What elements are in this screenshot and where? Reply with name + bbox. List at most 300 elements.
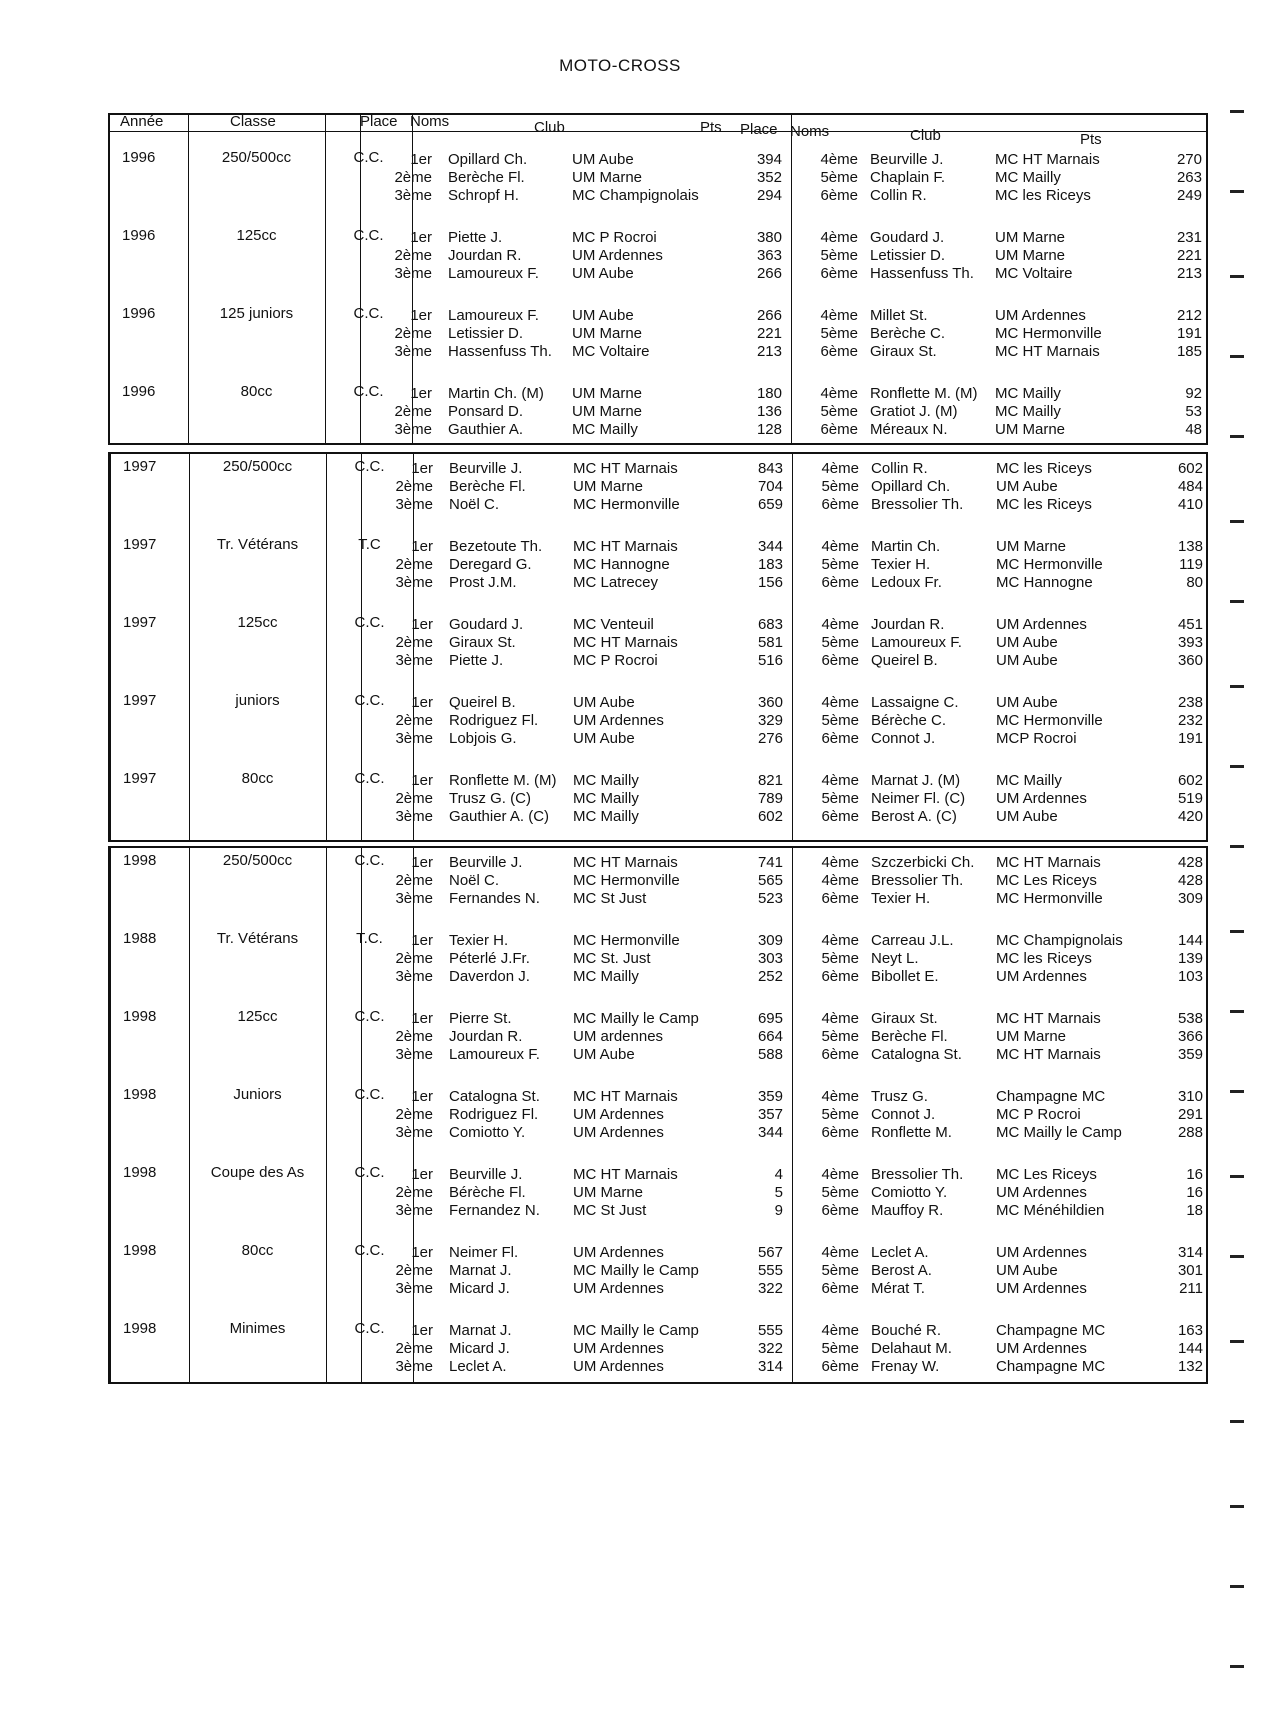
name-cell: Noël C. [449, 872, 500, 889]
points-cell-right: 119 [1179, 556, 1203, 573]
points-cell: 4 [774, 1166, 783, 1183]
table-row [111, 872, 1206, 892]
table-row [111, 616, 1206, 636]
points-cell-right: 92 [1185, 385, 1202, 402]
name-cell-right: Carreau J.L. [871, 932, 954, 949]
table-row [110, 325, 1206, 345]
points-cell-right: 451 [1177, 616, 1203, 633]
name-cell-right: Collin R. [870, 187, 927, 204]
club-cell: MC Mailly le Camp [573, 1010, 699, 1027]
result-block [110, 225, 1206, 291]
club-cell: MC Voltaire [572, 343, 650, 360]
name-cell: Ronflette M. (M) [449, 772, 557, 789]
club-cell: MC Mailly le Camp [573, 1322, 699, 1339]
points-cell: 360 [757, 694, 783, 711]
class-cell: 250/500cc [222, 852, 293, 869]
binder-mark [1230, 110, 1244, 113]
name-cell: Queirel B. [449, 694, 516, 711]
club-cell: UM Marne [573, 478, 644, 495]
place-cell: 3ème [395, 574, 433, 591]
name-cell: Deregard G. [449, 556, 532, 573]
binder-mark [1230, 1175, 1244, 1178]
club-cell-right: UM Aube [996, 652, 1058, 669]
results-table-1998 [108, 846, 1208, 1384]
place-cell-right: 6ème [821, 1358, 859, 1375]
club-cell-right: MC Mailly [995, 385, 1061, 402]
year-cell: 1996 [122, 149, 156, 166]
name-cell: Marnat J. [449, 1262, 512, 1279]
table-row [111, 1280, 1206, 1300]
place-cell-right: 6ème [820, 265, 858, 282]
place-cell-right: 5ème [821, 634, 859, 651]
place-cell-right: 6ème [821, 496, 859, 513]
place-cell-right: 6ème [821, 890, 859, 907]
points-cell: 363 [756, 247, 782, 264]
class-cell: Coupe des As [210, 1164, 305, 1181]
type-cell: C.C. [353, 305, 384, 322]
name-cell-right: Connot J. [871, 730, 936, 747]
place-cell: 3ème [395, 652, 433, 669]
points-cell: 322 [757, 1340, 783, 1357]
name-cell: Jourdan R. [449, 1028, 523, 1045]
binder-mark [1230, 685, 1244, 688]
place-cell-right: 5ème [821, 556, 859, 573]
name-cell: Beurville J. [449, 1166, 523, 1183]
points-cell: 314 [757, 1358, 783, 1375]
name-cell: Schropf H. [448, 187, 519, 204]
place-cell-right: 4ème [821, 460, 859, 477]
results-table-1997 [108, 452, 1208, 842]
club-cell-right: MC Mailly [996, 772, 1062, 789]
name-cell: Beurville J. [449, 460, 523, 477]
club-cell-right: MC HT Marnais [996, 1046, 1101, 1063]
name-cell-right: Marnat J. (M) [871, 772, 961, 789]
table-row [111, 1184, 1206, 1204]
table-row [111, 808, 1206, 828]
club-cell: UM Aube [572, 265, 634, 282]
name-cell-right: Queirel B. [871, 652, 938, 669]
points-cell: 309 [757, 932, 783, 949]
name-cell-right: Bibollet E. [871, 968, 939, 985]
points-cell-right: 16 [1186, 1184, 1203, 1201]
name-cell: Péterlé J.Fr. [449, 950, 530, 967]
place-cell: 3ème [395, 1124, 433, 1141]
class-cell: 80cc [241, 770, 274, 787]
table-row [110, 421, 1206, 441]
table-row [110, 169, 1206, 189]
place-cell-right: 5ème [821, 478, 859, 495]
club-cell: UM Marne [572, 325, 643, 342]
club-cell: MC Hermonville [573, 872, 680, 889]
table-row [110, 307, 1206, 327]
club-cell: MC P Rocroi [573, 652, 658, 669]
place-cell: 1er [410, 229, 432, 246]
name-cell: Prost J.M. [449, 574, 517, 591]
class-cell: 125cc [236, 227, 277, 244]
points-cell-right: 132 [1177, 1358, 1203, 1375]
binder-mark [1230, 1585, 1244, 1588]
place-cell-right: 6ème [821, 730, 859, 747]
club-cell: MC HT Marnais [573, 634, 678, 651]
year-cell: 1997 [123, 692, 157, 709]
place-cell: 1er [411, 1166, 433, 1183]
points-cell-right: 221 [1176, 247, 1202, 264]
club-cell-right: UM Ardennes [996, 1184, 1087, 1201]
points-cell: 523 [757, 890, 783, 907]
table-row [111, 1166, 1206, 1186]
place-cell: 1er [411, 616, 433, 633]
type-cell: C.C. [353, 383, 384, 400]
name-cell: Trusz G. (C) [449, 790, 531, 807]
points-cell: 213 [756, 343, 782, 360]
table-row [111, 574, 1206, 594]
club-cell-right: MC Hermonville [995, 325, 1102, 342]
place-cell: 1er [411, 694, 433, 711]
name-cell-right: Texier H. [871, 556, 931, 573]
points-cell-right: 249 [1176, 187, 1202, 204]
club-cell: UM Marne [573, 1184, 644, 1201]
place-cell: 1er [410, 307, 432, 324]
points-cell: 276 [757, 730, 783, 747]
club-cell-right: UM Marne [996, 538, 1067, 555]
place-cell: 1er [411, 932, 433, 949]
result-block [111, 1006, 1206, 1072]
table-row [111, 556, 1206, 576]
name-cell: Lamoureux F. [448, 307, 539, 324]
year-cell: 1996 [122, 227, 156, 244]
name-cell: Giraux St. [449, 634, 516, 651]
place-cell-right: 4ème [821, 1244, 859, 1261]
place-cell-right: 5ème [821, 790, 859, 807]
binder-mark [1230, 1420, 1244, 1423]
points-cell-right: 301 [1177, 1262, 1203, 1279]
points-cell: 664 [757, 1028, 783, 1045]
place-cell: 1er [411, 1010, 433, 1027]
place-cell: 1er [411, 1244, 433, 1261]
name-cell-right: Lassaigne C. [871, 694, 959, 711]
points-cell: 581 [757, 634, 783, 651]
points-cell-right: 309 [1177, 890, 1203, 907]
name-cell: Berèche Fl. [449, 478, 526, 495]
name-cell-right: Berèche Fl. [871, 1028, 948, 1045]
name-cell-right: Mérat T. [871, 1280, 925, 1297]
place-cell-right: 6ème [821, 1046, 859, 1063]
points-cell-right: 359 [1177, 1046, 1203, 1063]
place-cell-right: 5ème [821, 1262, 859, 1279]
place-cell-right: 4ème [821, 694, 859, 711]
name-cell-right: Catalogna St. [871, 1046, 962, 1063]
club-cell-right: Champagne MC [996, 1322, 1106, 1339]
club-cell-right: UM Ardennes [995, 307, 1086, 324]
points-cell-right: 519 [1177, 790, 1203, 807]
name-cell: Piette J. [449, 652, 504, 669]
name-cell-right: Giraux St. [870, 343, 937, 360]
result-block [111, 456, 1206, 522]
club-cell-right: UM Ardennes [996, 616, 1087, 633]
points-cell-right: 191 [1176, 325, 1202, 342]
header-annee: Année [120, 113, 164, 130]
class-cell: 125cc [237, 1008, 278, 1025]
points-cell: 322 [757, 1280, 783, 1297]
header-pts: Pts [700, 119, 722, 136]
year-cell: 1997 [123, 458, 157, 475]
binder-mark [1230, 930, 1244, 933]
points-cell: 252 [757, 968, 783, 985]
points-cell-right: 263 [1176, 169, 1202, 186]
table-row [110, 229, 1206, 249]
table-row [111, 634, 1206, 654]
name-cell-right: Neyt L. [871, 950, 919, 967]
year-cell: 1997 [123, 536, 157, 553]
points-cell: 183 [757, 556, 783, 573]
club-cell-right: MC HT Marnais [996, 854, 1101, 871]
year-cell: 1998 [123, 1242, 157, 1259]
club-cell: MC Mailly [573, 790, 639, 807]
name-cell-right: Beurville J. [870, 151, 944, 168]
place-cell: 3ème [395, 496, 433, 513]
points-cell-right: 288 [1177, 1124, 1203, 1141]
place-cell-right: 6ème [821, 808, 859, 825]
club-cell: MC Mailly [573, 968, 639, 985]
table-row [111, 730, 1206, 750]
binder-mark [1230, 520, 1244, 523]
club-cell-right: MC Ménéhildien [996, 1202, 1105, 1219]
header-classe: Classe [230, 113, 276, 130]
name-cell: Hassenfuss Th. [448, 343, 552, 360]
place-cell: 2ème [394, 325, 432, 342]
binder-mark [1230, 765, 1244, 768]
points-cell-right: 310 [1177, 1088, 1203, 1105]
place-cell-right: 4ème [821, 872, 859, 889]
place-cell: 2ème [395, 950, 433, 967]
place-cell: 3ème [395, 968, 433, 985]
club-cell-right: UM Aube [996, 808, 1058, 825]
points-cell: 704 [757, 478, 783, 495]
binder-mark [1230, 1505, 1244, 1508]
header-place-right: Place [740, 121, 778, 138]
place-cell-right: 4ème [821, 1010, 859, 1027]
points-cell-right: 366 [1177, 1028, 1203, 1045]
club-cell-right: MC Hermonville [996, 712, 1103, 729]
result-block [111, 850, 1206, 916]
year-cell: 1998 [123, 1008, 157, 1025]
type-cell: C.C. [354, 1086, 385, 1103]
club-cell: MC Mailly [572, 421, 638, 438]
name-cell-right: Texier H. [871, 890, 931, 907]
club-cell: UM Ardennes [572, 247, 663, 264]
table-row [111, 1124, 1206, 1144]
points-cell-right: 213 [1176, 265, 1202, 282]
place-cell-right: 6ème [821, 968, 859, 985]
place-cell: 2ème [394, 403, 432, 420]
class-cell: 250/500cc [222, 458, 293, 475]
place-cell-right: 5ème [821, 1028, 859, 1045]
points-cell: 266 [756, 265, 782, 282]
binder-mark [1230, 1665, 1244, 1668]
result-block [111, 690, 1206, 756]
name-cell-right: Bérèche C. [871, 712, 947, 729]
place-cell-right: 6ème [820, 187, 858, 204]
name-cell: Rodriguez Fl. [449, 712, 539, 729]
table-row [110, 343, 1206, 363]
club-cell-right: UM Marne [995, 421, 1066, 438]
name-cell: Micard J. [449, 1340, 510, 1357]
year-cell: 1997 [123, 770, 157, 787]
club-cell-right: MC les Riceys [996, 950, 1092, 967]
name-cell: Comiotto Y. [449, 1124, 526, 1141]
club-cell-right: UM Ardennes [996, 1280, 1087, 1297]
points-cell: 352 [756, 169, 782, 186]
name-cell: Pierre St. [449, 1010, 512, 1027]
place-cell-right: 5ème [821, 1106, 859, 1123]
type-cell: T.C. [356, 930, 383, 947]
name-cell: Texier H. [449, 932, 509, 949]
binder-mark [1230, 355, 1244, 358]
place-cell-right: 6ème [821, 1124, 859, 1141]
points-cell: 329 [757, 712, 783, 729]
name-cell: Bérèche Fl. [449, 1184, 526, 1201]
club-cell: UM ardennes [573, 1028, 664, 1045]
binder-mark [1230, 435, 1244, 438]
place-cell-right: 4ème [821, 854, 859, 871]
table-row [111, 1106, 1206, 1126]
place-cell-right: 4ème [821, 1166, 859, 1183]
points-cell: 9 [774, 1202, 783, 1219]
club-cell: MC St Just [573, 1202, 647, 1219]
place-cell-right: 5ème [821, 1184, 859, 1201]
points-cell-right: 48 [1185, 421, 1202, 438]
table-row [111, 652, 1206, 672]
points-cell: 128 [756, 421, 782, 438]
type-cell: C.C. [353, 149, 384, 166]
name-cell-right: Millet St. [870, 307, 928, 324]
binder-mark [1230, 1090, 1244, 1093]
points-cell-right: 291 [1177, 1106, 1203, 1123]
points-cell-right: 185 [1176, 343, 1202, 360]
place-cell: 3ème [395, 730, 433, 747]
place-cell-right: 6ème [821, 1280, 859, 1297]
table-row [111, 1358, 1206, 1378]
place-cell: 2ème [395, 1184, 433, 1201]
club-cell: MC Latrecey [573, 574, 659, 591]
header-club-right: Club [910, 127, 941, 144]
place-cell: 2ème [395, 1340, 433, 1357]
points-cell-right: 428 [1177, 854, 1203, 871]
name-cell: Leclet A. [449, 1358, 507, 1375]
place-cell-right: 4ème [821, 616, 859, 633]
club-cell-right: UM Aube [996, 634, 1058, 651]
name-cell-right: Berost A. [871, 1262, 932, 1279]
year-cell: 1996 [122, 305, 156, 322]
place-cell-right: 4ème [821, 932, 859, 949]
table-row [111, 496, 1206, 516]
club-cell-right: MC HT Marnais [996, 1010, 1101, 1027]
result-block [111, 534, 1206, 600]
header-pts-right: Pts [1080, 131, 1102, 148]
type-cell: C.C. [354, 770, 385, 787]
club-cell: MC Mailly [573, 772, 639, 789]
name-cell: Catalogna St. [449, 1088, 540, 1105]
club-cell: UM Marne [572, 403, 643, 420]
club-cell: MC Venteuil [573, 616, 654, 633]
club-cell-right: UM Aube [996, 1262, 1058, 1279]
points-cell: 659 [757, 496, 783, 513]
place-cell-right: 5ème [821, 712, 859, 729]
club-cell-right: Champagne MC [996, 1358, 1106, 1375]
place-cell-right: 6ème [821, 574, 859, 591]
name-cell: Piette J. [448, 229, 503, 246]
points-cell-right: 139 [1177, 950, 1203, 967]
club-cell: UM Aube [572, 151, 634, 168]
class-cell: Tr. Vétérans [216, 536, 299, 553]
table-row [111, 1262, 1206, 1282]
name-cell-right: Frenay W. [871, 1358, 940, 1375]
points-cell-right: 602 [1177, 460, 1203, 477]
name-cell: Ponsard D. [448, 403, 524, 420]
place-cell: 3ème [394, 265, 432, 282]
table-row [110, 187, 1206, 207]
place-cell: 2ème [394, 169, 432, 186]
club-cell-right: UM Ardennes [996, 1340, 1087, 1357]
result-block [110, 147, 1206, 213]
club-cell-right: MC les Riceys [995, 187, 1091, 204]
place-cell-right: 5ème [821, 1340, 859, 1357]
club-cell: MC HT Marnais [573, 1088, 678, 1105]
table-row [111, 538, 1206, 558]
place-cell-right: 4ème [821, 1088, 859, 1105]
points-cell: 344 [757, 1124, 783, 1141]
result-block [111, 928, 1206, 994]
results-table-1996 [108, 113, 1208, 445]
table-row [110, 151, 1206, 171]
table-row [111, 772, 1206, 792]
name-cell-right: Berost A. (C) [871, 808, 957, 825]
place-cell-right: 4ème [820, 385, 858, 402]
table-row [111, 712, 1206, 732]
place-cell-right: 4ème [821, 772, 859, 789]
points-cell: 266 [756, 307, 782, 324]
points-cell: 565 [757, 872, 783, 889]
club-cell-right: UM Ardennes [996, 968, 1087, 985]
club-cell: MC Mailly [573, 808, 639, 825]
points-cell-right: 602 [1177, 772, 1203, 789]
place-cell: 2ème [395, 634, 433, 651]
place-cell: 2ème [395, 1106, 433, 1123]
type-cell: C.C. [353, 227, 384, 244]
table-row [111, 790, 1206, 810]
points-cell-right: 360 [1177, 652, 1203, 669]
name-cell-right: Mauffoy R. [871, 1202, 944, 1219]
table-row [110, 403, 1206, 423]
points-cell: 294 [756, 187, 782, 204]
points-cell-right: 238 [1177, 694, 1203, 711]
name-cell: Rodriguez Fl. [449, 1106, 539, 1123]
points-cell-right: 231 [1176, 229, 1202, 246]
place-cell: 2ème [395, 790, 433, 807]
name-cell-right: Méreaux N. [870, 421, 948, 438]
binder-mark [1230, 600, 1244, 603]
class-cell: 80cc [241, 1242, 274, 1259]
name-cell-right: Berèche C. [870, 325, 946, 342]
points-cell: 221 [756, 325, 782, 342]
points-cell-right: 428 [1177, 872, 1203, 889]
points-cell-right: 270 [1176, 151, 1202, 168]
club-cell: UM Ardennes [573, 712, 664, 729]
points-cell: 344 [757, 538, 783, 555]
name-cell-right: Gratiot J. (M) [870, 403, 958, 420]
place-cell: 3ème [395, 890, 433, 907]
points-cell: 380 [756, 229, 782, 246]
